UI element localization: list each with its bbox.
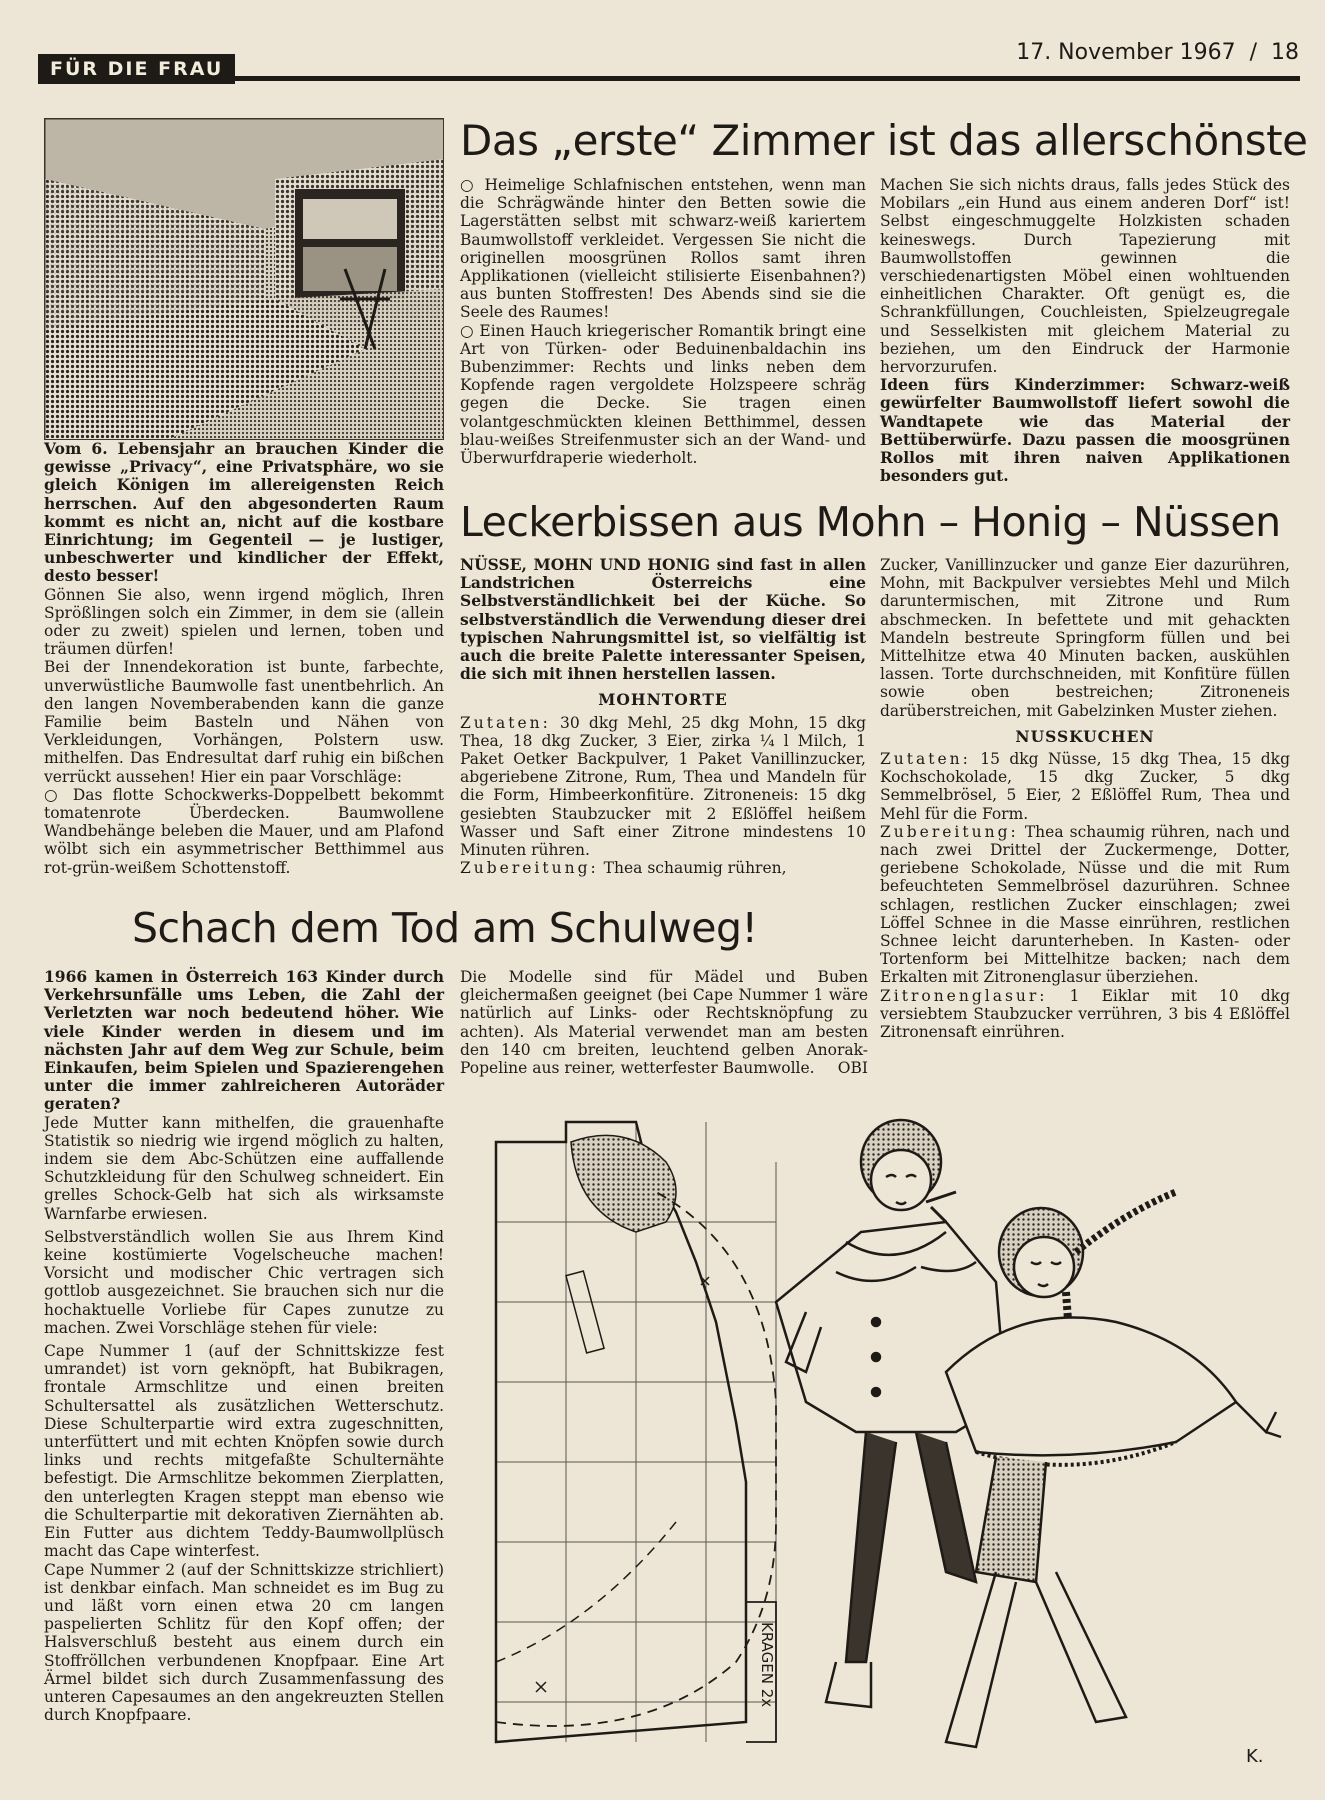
author-signature: OBI [837, 1059, 868, 1078]
zimmer-right-paragraph-1: Machen Sie sich nichts draus, falls jedes Stück des Mobilars „ein Hund aus einem anderen Dorf“ ist! Selbst eingeschmuggelte Holzkisten schaden keineswegs. Durch Tapezierung mit Baumwollstoffen gewinnen die verschiedenartigsten Möbel einen wohltuenden einheitlichen Charakter. Oft genügt es, die Schrankfüllungen, Couchleisten, Spielzeugregale und Sesselkisten mit gleichem Material zu beziehen, um den Eindruck der Harmonie hervorzurufen. [880, 176, 1290, 377]
zimmer-left-paragraph-2: Bei der Innendekoration ist bunte, farbechte, unverwüstliche Baumwolle fast unentbehrlich. An den langen Novemberabenden kann die ganze Familie beim Basteln und Nähen von Verkleidungen, Vorhängen, Polstern usw. mithelfen. Das Endresultat darf ruhig ein bißchen verrückt aussehen! Hier ein paar Vorschläge: [44, 658, 444, 786]
cape-illustration [476, 1102, 1290, 1782]
zimmer-middle-column [460, 176, 866, 467]
leckerbissen-middle-column [460, 556, 866, 877]
girl-in-cape-drawing [946, 1192, 1281, 1747]
recipe-mohntorte-zubereitung-cont: Zucker, Vanillinzucker und ganze Eier dazurühren, Mohn, mit Backpulver versiebtes Mehl und Milch daruntermischen, mit Zitrone und Rum abschmecken. In befettete und mit gehackten Mandeln bestreute Springform füllen und bei Mittelhitze etwa 40 Minuten backen, auskühlen lassen. Torte durchschneiden, mit Konfitüre füllen sowie oben bestreichen; Zitroneneis darüberstreichen, mit Gabelzinken Muster ziehen. [880, 556, 1290, 720]
artist-signature: K. [1246, 1746, 1264, 1767]
room-photo [44, 118, 444, 440]
photo-caption: Vom 6. Lebensjahr an brauchen Kinder die gewisse „Privacy“, eine Privatsphäre, wo sie gleich Königen im allereigensten Reich herrschen. Auf den abgesonderten Raum kommt es nicht an, nicht auf die kostbare Einrichtung; im Gegenteil — je lustiger, unbeschwerter und kindlicher der Effekt, desto besser! [44, 439, 444, 586]
room-photo-image [45, 119, 444, 440]
recipe-nusskuchen-zutaten-label: Zutaten: [880, 750, 971, 769]
schach-left-column [44, 968, 444, 1724]
leckerbissen-intro: NÜSSE, MOHN UND HONIG sind fast in allen Landstrichen Österreichs eine Selbstverständlichkeit bei der Küche. So selbstverständlich die Verwendung dieser drei typischen Nahrungsmittel ist, so vielfältig ist auch die breite Palette interessanter Speisen, die sich mit ihnen herstellen lassen. [460, 555, 866, 684]
recipe-nusskuchen-zubereitung-text: Thea schaumig rühren, nach und nach zwei Drittel der Zuckermenge, Dotter, geriebene Schokolade, Nüsse und die mit Rum befeuchteten Semmelbrösel dazurühren. Schnee schlagen, restlichen Zucker einschlagen; zwei Löffel Schnee in die Masse einrühren, restlichen Schnee leicht darunterheben. In Kasten- oder Tortenform bei Mittelhitze backen; nach dem Erkalten mit Zitronenglasur überziehen. [880, 822, 1290, 987]
recipe-mohntorte-zutaten [460, 714, 866, 860]
zimmer-mid-paragraph-1: ○ Heimelige Schlafnischen entstehen, wenn man die Schrägwände hinter den Betten sowie die Lagerstätten selbst mit schwarz-weiß kariertem Baumwollstoff verkleidet. Vergessen Sie nicht die originellen moosgrünen Rollos samt ihren Applikationen (vielleicht stilisierte Eisenbahnen?) aus bunten Stoffresten! Des Abends sind sie die Seele des Raumes! [460, 176, 866, 322]
header-rule [228, 76, 1300, 81]
zimmer-left-paragraph-3: ○ Das flotte Schockwerks-Doppelbett bekommt tomatenrote Überdecken. Baumwollene Wandbehänge beleben die Mauer, und am Plafond wölbt sich ein asymmetrischer Betthimmel aus rot-grün-weißem Schottenstoff. [44, 785, 444, 877]
pattern-label-kragen: KRAGEN 2x [758, 1622, 776, 1708]
schach-intro: 1966 kamen in Österreich 163 Kinder durch Verkehrsunfälle ums Leben, die Zahl der Verletzten war noch bedeutend höher. Wie viele Kinder werden in diesem und im nächsten Jahr auf dem Weg zur Schule, beim Einkaufen, beim Spielen und Spazierengehen unter die immer zahlreicheren Autoräder geraten? [44, 967, 444, 1114]
recipe-nusskuchen-zutaten [880, 750, 1290, 823]
recipe-nusskuchen-zutaten-text: 15 dkg Nüsse, 15 dkg Thea, 15 dkg Kochschokolade, 15 dkg Zucker, 5 dkg Semmelbrösel, 5 Eier, 2 Eßlöffel Rum, Thea und Mehl für die Form. [880, 750, 1290, 823]
recipe-mohntorte-zubereitung-label: Zubereitung: [460, 859, 599, 878]
recipe-nusskuchen-zubereitung [880, 823, 1290, 987]
header-date-page: 17. November 1967 / 18 [1016, 40, 1299, 65]
schach-paragraph-2: Selbstverständlich wollen Sie aus Ihrem Kind keine kostümierte Vogelscheuche machen! Vorsicht und modischer Chic vertragen sich gottlob ausgezeichnet. Sie brauchen sich nur die hochaktuelle Vorliebe für Capes zunutze zu machen. Zwei Vorschläge stehen für viele: [44, 1227, 444, 1337]
recipe-mohntorte-zubereitung [460, 859, 866, 877]
zimmer-right-column [880, 176, 1290, 485]
recipe-nusskuchen-title: NUSSKUCHEN [1015, 726, 1155, 746]
recipe-nusskuchen-glasur-label: Zitronenglasur: [880, 986, 1048, 1005]
headline-zimmer: Das „erste“ Zimmer ist das allerschönste [460, 116, 1308, 165]
schach-paragraph-1: Jede Mutter kann mithelfen, die grauenhafte Statistik so niedrig wie irgend möglich zu halten, indem sie dem Abc-Schützen eine auffallende Schutzkleidung für den Schulweg schneidert. Ein grelles Schock-Gelb hat sich als wirksamste Warnfarbe erwiesen. [44, 1113, 444, 1223]
headline-schach: Schach dem Tod am Schulweg! [132, 904, 758, 952]
schach-mid-paragraph-1: Die Modelle sind für Mädel und Buben gleichermaßen geeignet (bei Cape Nummer 1 wäre natürlich auf Links- oder Rechtsknöpfung zu achten). Als Material verwendet man am besten den 140 cm breiten, leuchtend gelben Anorak-Popeline aus reiner, wetterfester Baumwolle. [460, 968, 868, 1078]
recipe-nusskuchen-glasur-text: 1 Eiklar mit 10 dkg versiebtem Staubzucker verrühren, 3 bis 4 Eßlöffel Zitronensaft einrühren. [880, 986, 1291, 1042]
zimmer-left-column [44, 440, 444, 877]
recipe-nusskuchen-zubereitung-label: Zubereitung: [880, 822, 1019, 841]
recipe-mohntorte-zubereitung-start: Thea schaumig rühren, [603, 859, 787, 878]
section-label: FÜR DIE FRAU [38, 54, 235, 84]
zimmer-mid-paragraph-2: ○ Einen Hauch kriegerischer Romantik bringt eine Art von Türken- oder Beduinenbaldachin ins Bubenzimmer: Rechts und links neben dem Kopfende ragen vergoldete Holzspeere schräg gegen die Decke. Sie tragen einen volantgeschmückten kleinen Betthimmel, dessen blau-weißes Streifenmuster sich an der Wand- und Überwurfdraperie wiederholt. [460, 321, 866, 468]
recipe-nusskuchen-glasur [880, 987, 1290, 1042]
recipe-mohntorte-zutaten-label: Zutaten: [460, 713, 551, 732]
schach-paragraph-3: Cape Nummer 1 (auf der Schnittskizze fest umrandet) ist vorn geknöpft, hat Bubikragen, frontale Armschlitze und einen breiten Schultersattel als zusätzlichen Wetterschutz. Diese Schulterpartie wird extra zugeschnitten, unterfüttert und mit echten Knöpfen sowie durch links und rechts mitgefaßte Schulternähte befestigt. Die Armschlitze bekommen Zierplatten, den unterlegten Kragen steppt man ebenso wie die Schulterpartie mit dekorativen Ziernähten ab. Ein Futter aus dichtem Teddy-Baumwollplüsch macht das Cape winterfest. [44, 1342, 444, 1561]
schach-middle-column [460, 968, 868, 1077]
cape-pattern-drawing [476, 1102, 1290, 1782]
leckerbissen-right-column [880, 556, 1290, 1041]
recipe-mohntorte-title: MOHNTORTE [598, 690, 728, 710]
zimmer-right-paragraph-2: Ideen fürs Kinderzimmer: Schwarz-weiß gewürfelter Baumwollstoff liefert sowohl die Wandtapete wie das Material der Bettüberwürfe. Dazu passen die moosgrünen Rollos mit ihren naiven Applikationen besonders gut. [880, 375, 1290, 486]
schach-paragraph-4: Cape Nummer 2 (auf der Schnittskizze strichliert) ist denkbar einfach. Man schneidet es im Bug zu und läßt vorn einen etwa 20 cm langen paspelierten Schlitz für den Kopf offen; der Halsverschluß besteht aus einem durch ein Stoffröllchen verbundenen Knopfpaar. Eine Art Ärmel bildet sich durch Zusammenfassung des unteren Capesaumes an den angekreuzten Stellen durch Knopfpaare. [44, 1560, 444, 1725]
headline-leckerbissen: Leckerbissen aus Mohn – Honig – Nüssen [460, 498, 1281, 546]
zimmer-left-paragraph-1: Gönnen Sie also, wenn irgend möglich, Ihren Sprößlingen solch ein Zimmer, in dem sie (allein oder zu zweit) spielen und lernen, toben und träumen dürfen! [44, 585, 444, 659]
recipe-mohntorte-zutaten-text: 30 dkg Mehl, 25 dkg Mohn, 15 dkg Thea, 18 dkg Zucker, 3 Eier, zirka ¼ l Milch, 1 Paket Oetker Backpulver, 1 Paket Vanillinzucker, abgeriebene Zitrone, Rum, Thea und Mandeln für die Form, Himbeerkonfitüre. Zitroneneis: 15 dkg gesiebten Staubzucker mit 2 Eßlöffel heißem Wasser und Saft einer Zitrone mindestens 10 Minuten rühren. [460, 713, 867, 860]
